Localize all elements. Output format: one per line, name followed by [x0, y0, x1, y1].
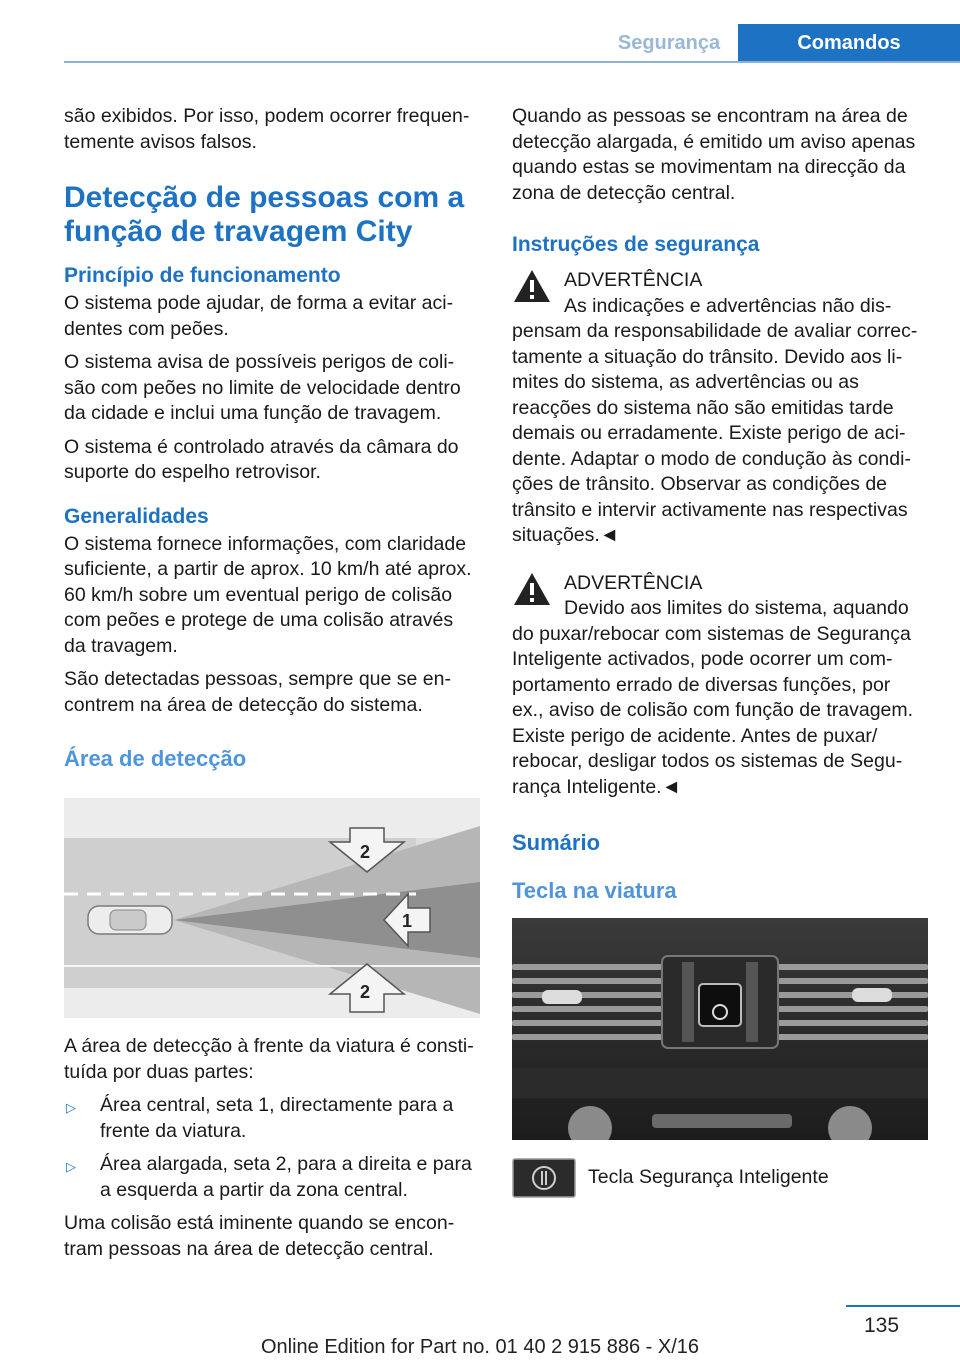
list-item-text: Área central, seta 1, directamente para a frente da viatura. [100, 1094, 454, 1142]
area-p2: Uma colisão está iminente quando se encon‐ tram pessoas na área de detecção central. [64, 1212, 455, 1260]
general-heading: Generalidades [64, 504, 209, 528]
principle-p2: O sistema avisa de possíveis perigos de coli‐ são com peões no limite de velocidade dentro da cidade e inclui uma função de travagem. [64, 351, 461, 424]
warning-text-rest: do puxar/rebocar com sistemas de Segurança Inteligente activados, pode ocorrer um com‐ portamento errado de diversas funções, por ex., aviso de colisão com função de travagem. Existe perigo de acidente. Antes de puxar/ rebocar, desligar todos os sistemas de Segu‐ rança Inteligente.◄ [512, 622, 914, 798]
list-item-text: Área alargada, seta 2, para a direita e para a esquerda a partir da zona central. [100, 1153, 472, 1201]
warning-text [512, 596, 924, 800]
left-column [64, 104, 480, 1270]
summary-subheading: Tecla na viatura [512, 878, 677, 903]
detection-area-illustration [64, 798, 480, 1018]
arrow-2-top-label: 2 [360, 842, 371, 862]
warning-text [512, 294, 924, 549]
principle-p1: O sistema pode ajudar, de forma a evitar aci‐ dentes com peões. [64, 292, 454, 340]
header-tab-section: Segurança [617, 32, 721, 54]
warning-block-1 [512, 268, 924, 549]
principle-p3: O sistema é controlado através da câmara do suporte do espelho retrovisor. [64, 435, 459, 483]
arrow-1-label: 1 [402, 911, 413, 931]
safety-heading: Instruções de segurança [512, 233, 760, 256]
dashboard-photo [512, 918, 928, 1140]
summary-heading: Sumário [512, 830, 601, 855]
warning-text-lead: As indicações e advertências não dis‐ [564, 294, 892, 317]
car-icon [88, 906, 172, 934]
triangle-bullet-icon: ▷ [66, 1159, 76, 1174]
warning-title: ADVERTÊNCIA [564, 269, 703, 291]
area-list [64, 1093, 480, 1203]
list-item [64, 1093, 480, 1144]
warning-icon [512, 268, 552, 304]
arrow-2-bottom-label: 2 [360, 982, 371, 1002]
warning-title: ADVERTÊNCIA [564, 571, 703, 594]
button-legend-label: Tecla Segurança Inteligente [588, 1166, 829, 1189]
list-item [64, 1152, 480, 1203]
footer-rule [846, 1305, 960, 1307]
header-tab-chapter: Comandos [738, 24, 960, 62]
general-p2: São detectadas pessoas, sempre que se en‐ contrem na área de detecção do sistema. [64, 668, 451, 716]
button-legend [512, 1158, 924, 1198]
right-column [512, 104, 924, 1198]
principle-heading: Princípio de funcionamento [64, 264, 341, 287]
warning-block-2 [512, 571, 924, 801]
area-p1: A área de detecção à frente da viatura é consti‐ tuída por duas partes: [64, 1035, 474, 1083]
right-p1: Quando as pessoas se encontram na área de detecção alargada, é emitido um aviso apenas quando estas se movimentam na direcção da zona de detecção central. [512, 105, 916, 204]
warning-icon [512, 571, 552, 607]
page-number: 135 [864, 1314, 900, 1337]
detection-area-diagram [64, 798, 480, 1018]
footer-edition: Online Edition for Part no. 01 40 2 915 886 - X/16 [260, 1336, 700, 1358]
vehicle-button-photo [512, 918, 928, 1140]
triangle-bullet-icon: ▷ [66, 1100, 76, 1115]
intro-text: são exibidos. Por isso, podem ocorrer frequen‐ temente avisos falsos. [64, 105, 470, 153]
intelligent-safety-button-icon [512, 1158, 576, 1198]
warning-text-lead: Devido aos limites do sistema, aquando [564, 597, 909, 619]
section-title: Detecção de pessoas com a função de travagem City [64, 181, 465, 248]
header-rule [64, 61, 960, 63]
general-p1: O sistema fornece informações, com claridade suficiente, a partir de aprox. 10 km/h até aprox. 60 km/h sobre um eventual perigo de colisão com peões e protege de uma colisão através da travagem. [64, 532, 472, 657]
area-heading: Área de detecção [64, 746, 247, 771]
warning-text-rest: pensam da responsabilidade de avaliar correc‐ tamente a situação do trânsito. Devido aos li‐ mites do sistema, as advertências ou as reacções do sistema não são emitidas tarde demais ou erradamente. Existe perigo de aci‐ dente. Adaptar o modo de condução às condi‐ ções de trânsito. Observar as condições de trânsito e intervir activamente nas respectivas situações.◄ [512, 320, 918, 546]
